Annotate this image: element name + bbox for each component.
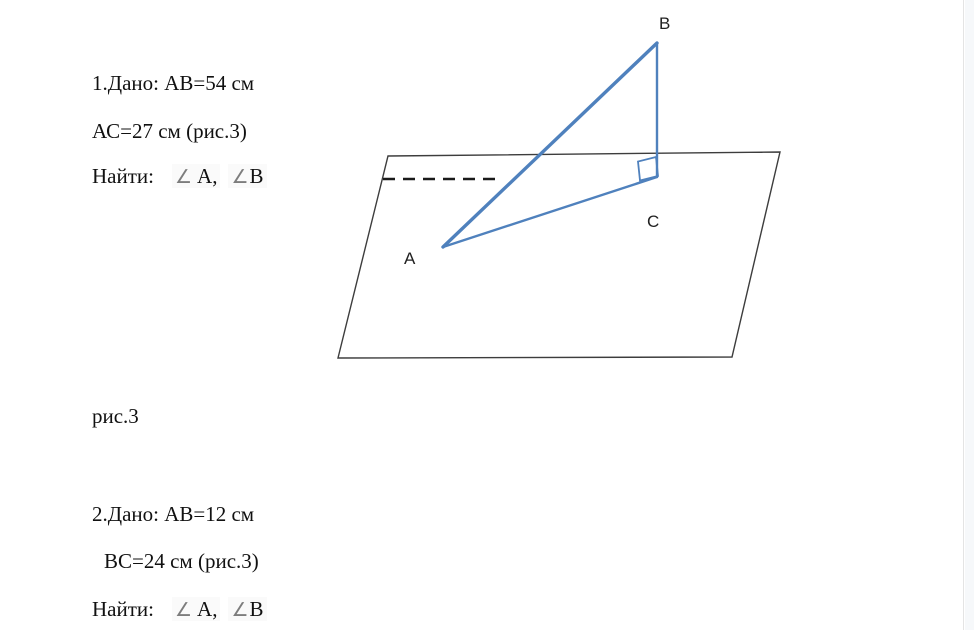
problem1-angle-b	[228, 164, 266, 188]
problem2-angle-a-letter: А,	[197, 597, 218, 621]
problem2-given-line2: ВС=24 см (рис.3)	[104, 549, 259, 573]
problem1-angle-a	[172, 164, 220, 188]
problem2-angle-b-letter: В	[249, 597, 264, 621]
problem1-angle-a-letter: А,	[197, 164, 218, 188]
problem1-find-label: Найти:	[92, 164, 154, 188]
angle-icon: ∠	[231, 599, 249, 621]
problem2-angle-b	[228, 597, 266, 621]
vertex-label-b: B	[659, 14, 671, 33]
problem2-find-label: Найти:	[92, 597, 154, 621]
problem2-angle-a	[172, 597, 220, 621]
angle-icon: ∠	[174, 599, 193, 621]
problem2-given-line1: 2.Дано: АВ=12 см	[92, 502, 255, 526]
scrollbar-track[interactable]	[965, 0, 974, 630]
page-edge-divider	[963, 0, 964, 630]
vertex-label-c: C	[647, 212, 660, 231]
angle-icon: ∠	[231, 166, 249, 188]
angle-icon: ∠	[174, 166, 193, 188]
figure-3-diagram	[330, 0, 800, 380]
right-angle-marker	[638, 157, 658, 181]
problem1-angle-b-letter: В	[249, 164, 264, 188]
figure-caption: рис.3	[92, 404, 139, 428]
problem2-find-line	[92, 596, 267, 623]
problem1-find-line	[92, 163, 267, 190]
vertex-label-a: A	[404, 249, 416, 268]
segment-ab	[443, 43, 660, 247]
problem1-given-line2: АС=27 см (рис.3)	[92, 119, 247, 143]
segment-ac	[443, 177, 660, 247]
problem1-given-line1: 1.Дано: АВ=54 см	[92, 71, 255, 95]
